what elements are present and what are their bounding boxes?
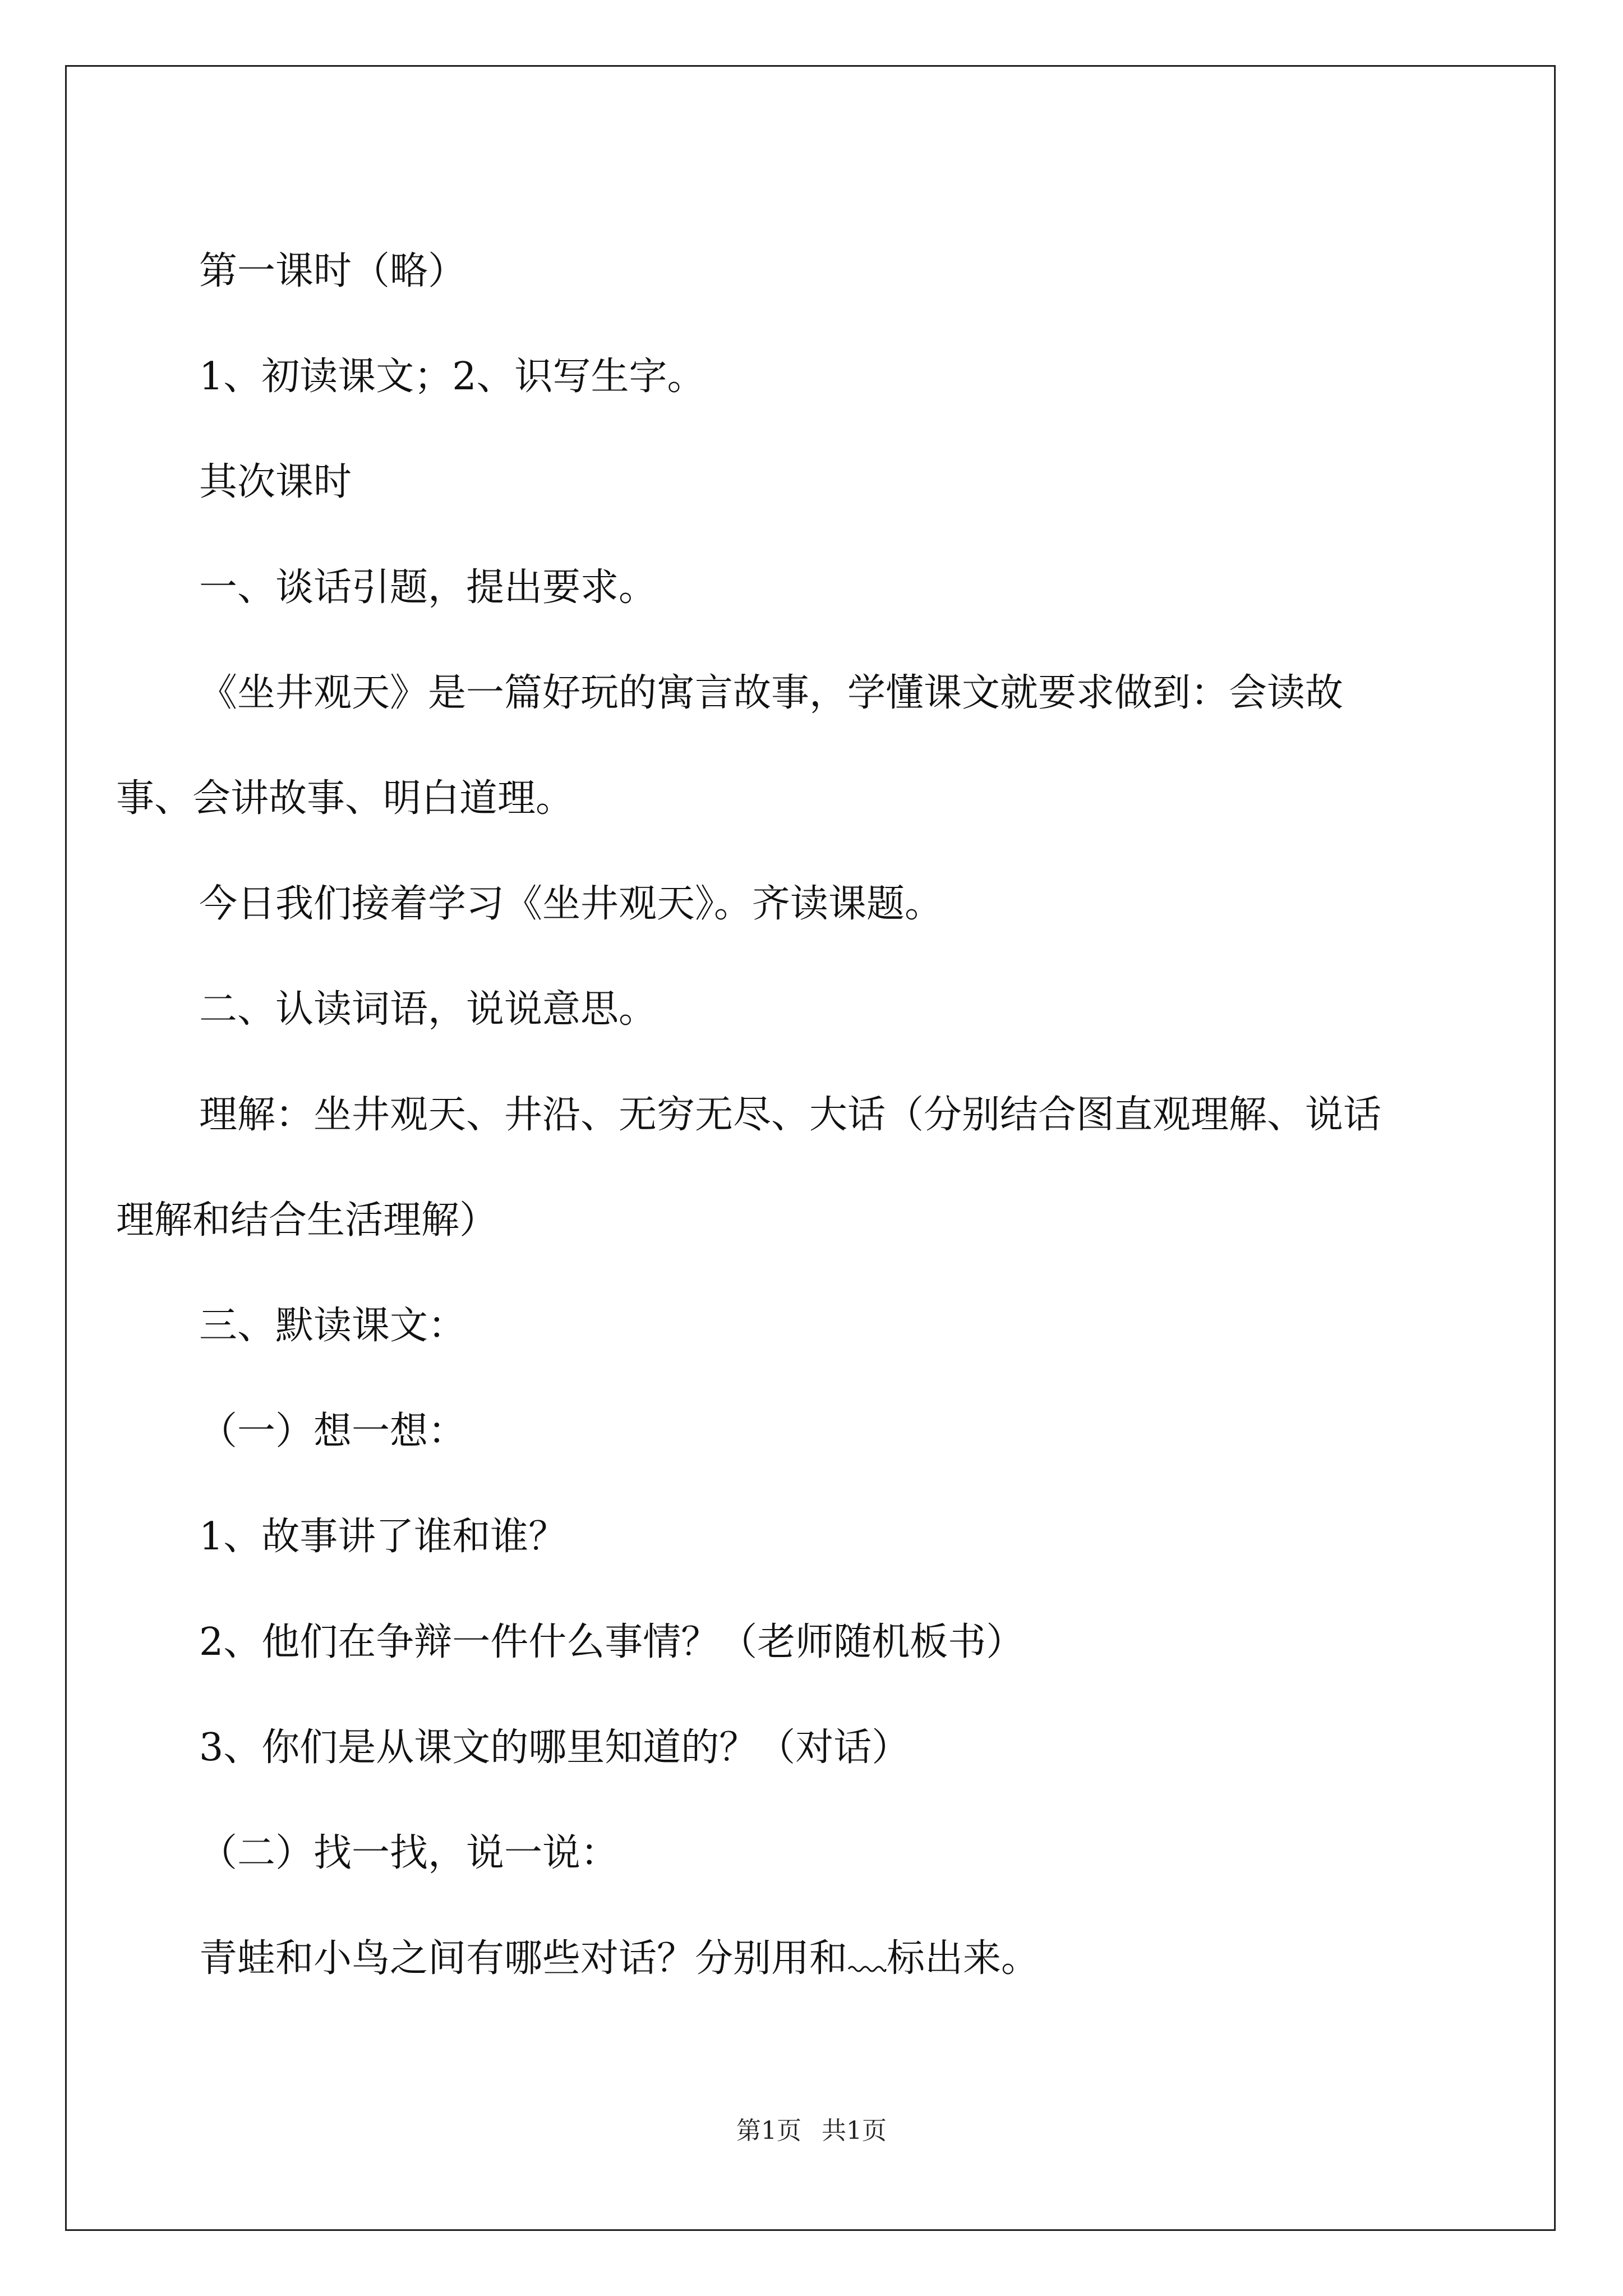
paragraph: 2、他们在争辩一件什么事情？（老师随机板书） [199,1620,1025,1664]
paragraph [199,1906,1483,2012]
page-footer [0,2110,1623,2146]
paragraph: 其次课时 [199,460,352,504]
paragraph: 1、故事讲了谁和谁？ [199,1515,567,1559]
paragraph: 今日我们接着学习《坐井观天》。齐读课题。 [199,882,943,926]
paragraph: 第一课时（略） [199,249,467,293]
document-body [116,219,1483,2012]
wavy-underline-mark [847,1933,887,1971]
paragraph: （二）找一找，说一说： [199,1831,619,1875]
text-segment: 青蛙和小鸟之间有哪些对话？分别用和 [199,1936,848,1981]
paragraph: 一、谈话引题，提出要求。 [199,565,657,610]
page-number-total: 共1页 [822,2116,887,2145]
paragraph: 《坐井观天》是一篇好玩的寓言故事，学懂课文就要求做到：会读故事、会讲故事、明白道理。 [116,671,1344,821]
text-segment: 标出来。 [887,1936,1040,1981]
paragraph: 1、初读课文；2、识写生字。 [199,355,706,399]
paragraph: 三、默读课文： [199,1304,467,1348]
page-number-current: 第1页 [736,2116,801,2145]
paragraph: 二、认读词语，说说意思。 [199,987,657,1032]
paragraph: 3、你们是从课文的哪里知道的？（对话） [199,1726,910,1770]
paragraph: （一）想一想： [199,1409,467,1453]
paragraph: 理解：坐井观天、井沿、无穷无尽、大话（分别结合图直观理解、说话理解和结合生活理解） [116,1093,1382,1243]
